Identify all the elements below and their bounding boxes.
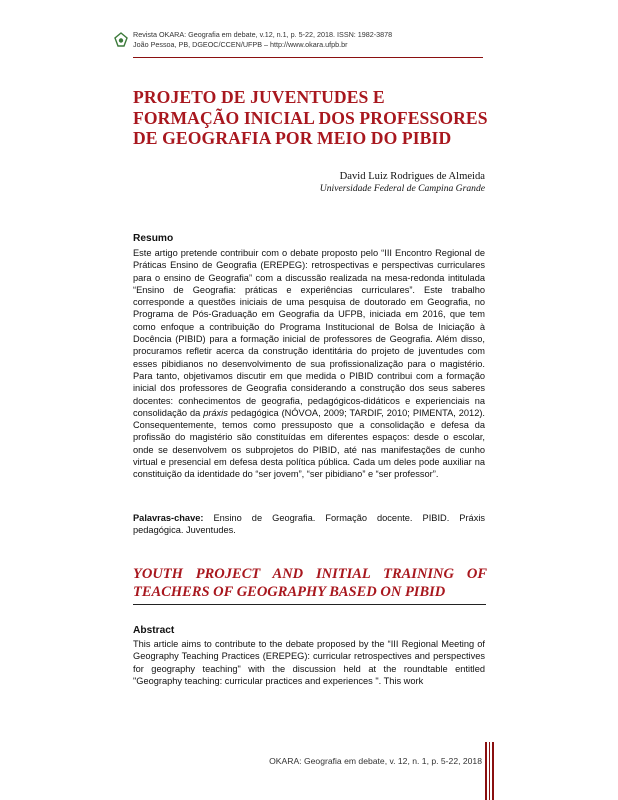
header-divider bbox=[133, 57, 483, 58]
english-title-divider bbox=[133, 604, 486, 605]
keywords bbox=[133, 512, 485, 537]
author-name: David Luiz Rodrigues de Almeida bbox=[339, 171, 485, 182]
abstract-text: This article aims to contribute to the debate proposed by the “III Regional Meeting of Geography Teaching Practices (EREPEG): curricular retrospectives and perspectives for geography teaching" with the discussion held at the roundtable entitled "Geography teaching: curricular practices and experiences ". This work bbox=[133, 639, 485, 686]
keywords-text: Ensino de Geografia. Formação docente. PIBID. Práxis pedagógica. Juventudes. bbox=[133, 513, 485, 536]
resumo-italic-term: práxis bbox=[203, 407, 228, 418]
abstract-heading: Abstract bbox=[133, 625, 175, 636]
article-title: PROJETO DE JUVENTUDES E FORMAÇÃO INICIAL DOS PROFESSORES DE GEOGRAFIA POR MEIO DO PIBID bbox=[133, 87, 488, 148]
resumo-text bbox=[133, 247, 485, 481]
footer-bar bbox=[492, 742, 494, 800]
footer-citation: OKARA: Geografia em debate, v. 12, n. 1, p. 5-22, 2018 bbox=[269, 756, 482, 766]
journal-citation: Revista OKARA: Geografia em debate, v.12, n.1, p. 5-22, 2018. ISSN: 1982-3878 bbox=[133, 30, 393, 39]
author-affiliation: Universidade Federal de Campina Grande bbox=[319, 183, 485, 194]
resumo-text-part-1: Este artigo pretende contribuir com o debate proposto pelo “III Encontro Regional de Práticas Ensino de Geografia (EREPEG): retrospectivas e perspectivas curriculares para o ensino de Geografia” com a discussão realizada na mesa-redonda intitulada “Ensino de Geografia: práticas e experiências curriculares”. Este trabalho corresponde a questões iniciais de uma pesquisa de doutorado em Geografia, no Programa de Pós-Graduação em Geografia da UFPB, iniciada em 2016, que tem como enfoque a contribuição do Programa Institucional de Bolsa de Iniciação à Docência (PIBID) para a formação inicial de professores de Geografia. Além disso, procuramos refletir acerca da construção identitária do projeto de juventudes com esses pibidianos no desenvolvimento de sua profissionalização para o magistério. Para tanto, objetivamos discutir em que medida o PIBID contribui com a formação inicial dos professores de Geografia considerando a construção dos seus saberes docentes: conhecimentos de geografia, pedagógicos-didáticos e experienciais na consolidação da bbox=[133, 248, 485, 418]
resumo-heading: Resumo bbox=[133, 233, 174, 244]
okara-logo-icon bbox=[113, 32, 129, 48]
keywords-label: Palavras-chave: bbox=[133, 513, 204, 523]
journal-location: João Pessoa, PB, DGEOC/CCEN/UFPB – http://www.okara.ufpb.br bbox=[133, 40, 348, 49]
resumo-text-part-2: pedagógica (NÓVOA, 2009; TARDIF, 2010; PIMENTA, 2012). Consequentemente, temos como pressuposto que a consolidação e defesa da profissão do magistério são constituídas em diferentes espaços: desde o escolar, onde se desenvolvem os subprojetos do PIBID, até nas manifestações de cunho virtual e presencial em defesa desta política pública. Cada um deles pode auxiliar na constituição da identidade do “ser jovem”, “ser pibidiano” e “ser professor”. bbox=[133, 407, 485, 480]
footer-bar bbox=[489, 742, 491, 800]
english-title: YOUTH PROJECT AND INITIAL TRAINING OF TEACHERS OF GEOGRAPHY BASED ON PIBID bbox=[133, 566, 487, 600]
footer-bar bbox=[485, 742, 487, 800]
journal-header bbox=[133, 30, 513, 50]
author-block bbox=[320, 170, 485, 195]
